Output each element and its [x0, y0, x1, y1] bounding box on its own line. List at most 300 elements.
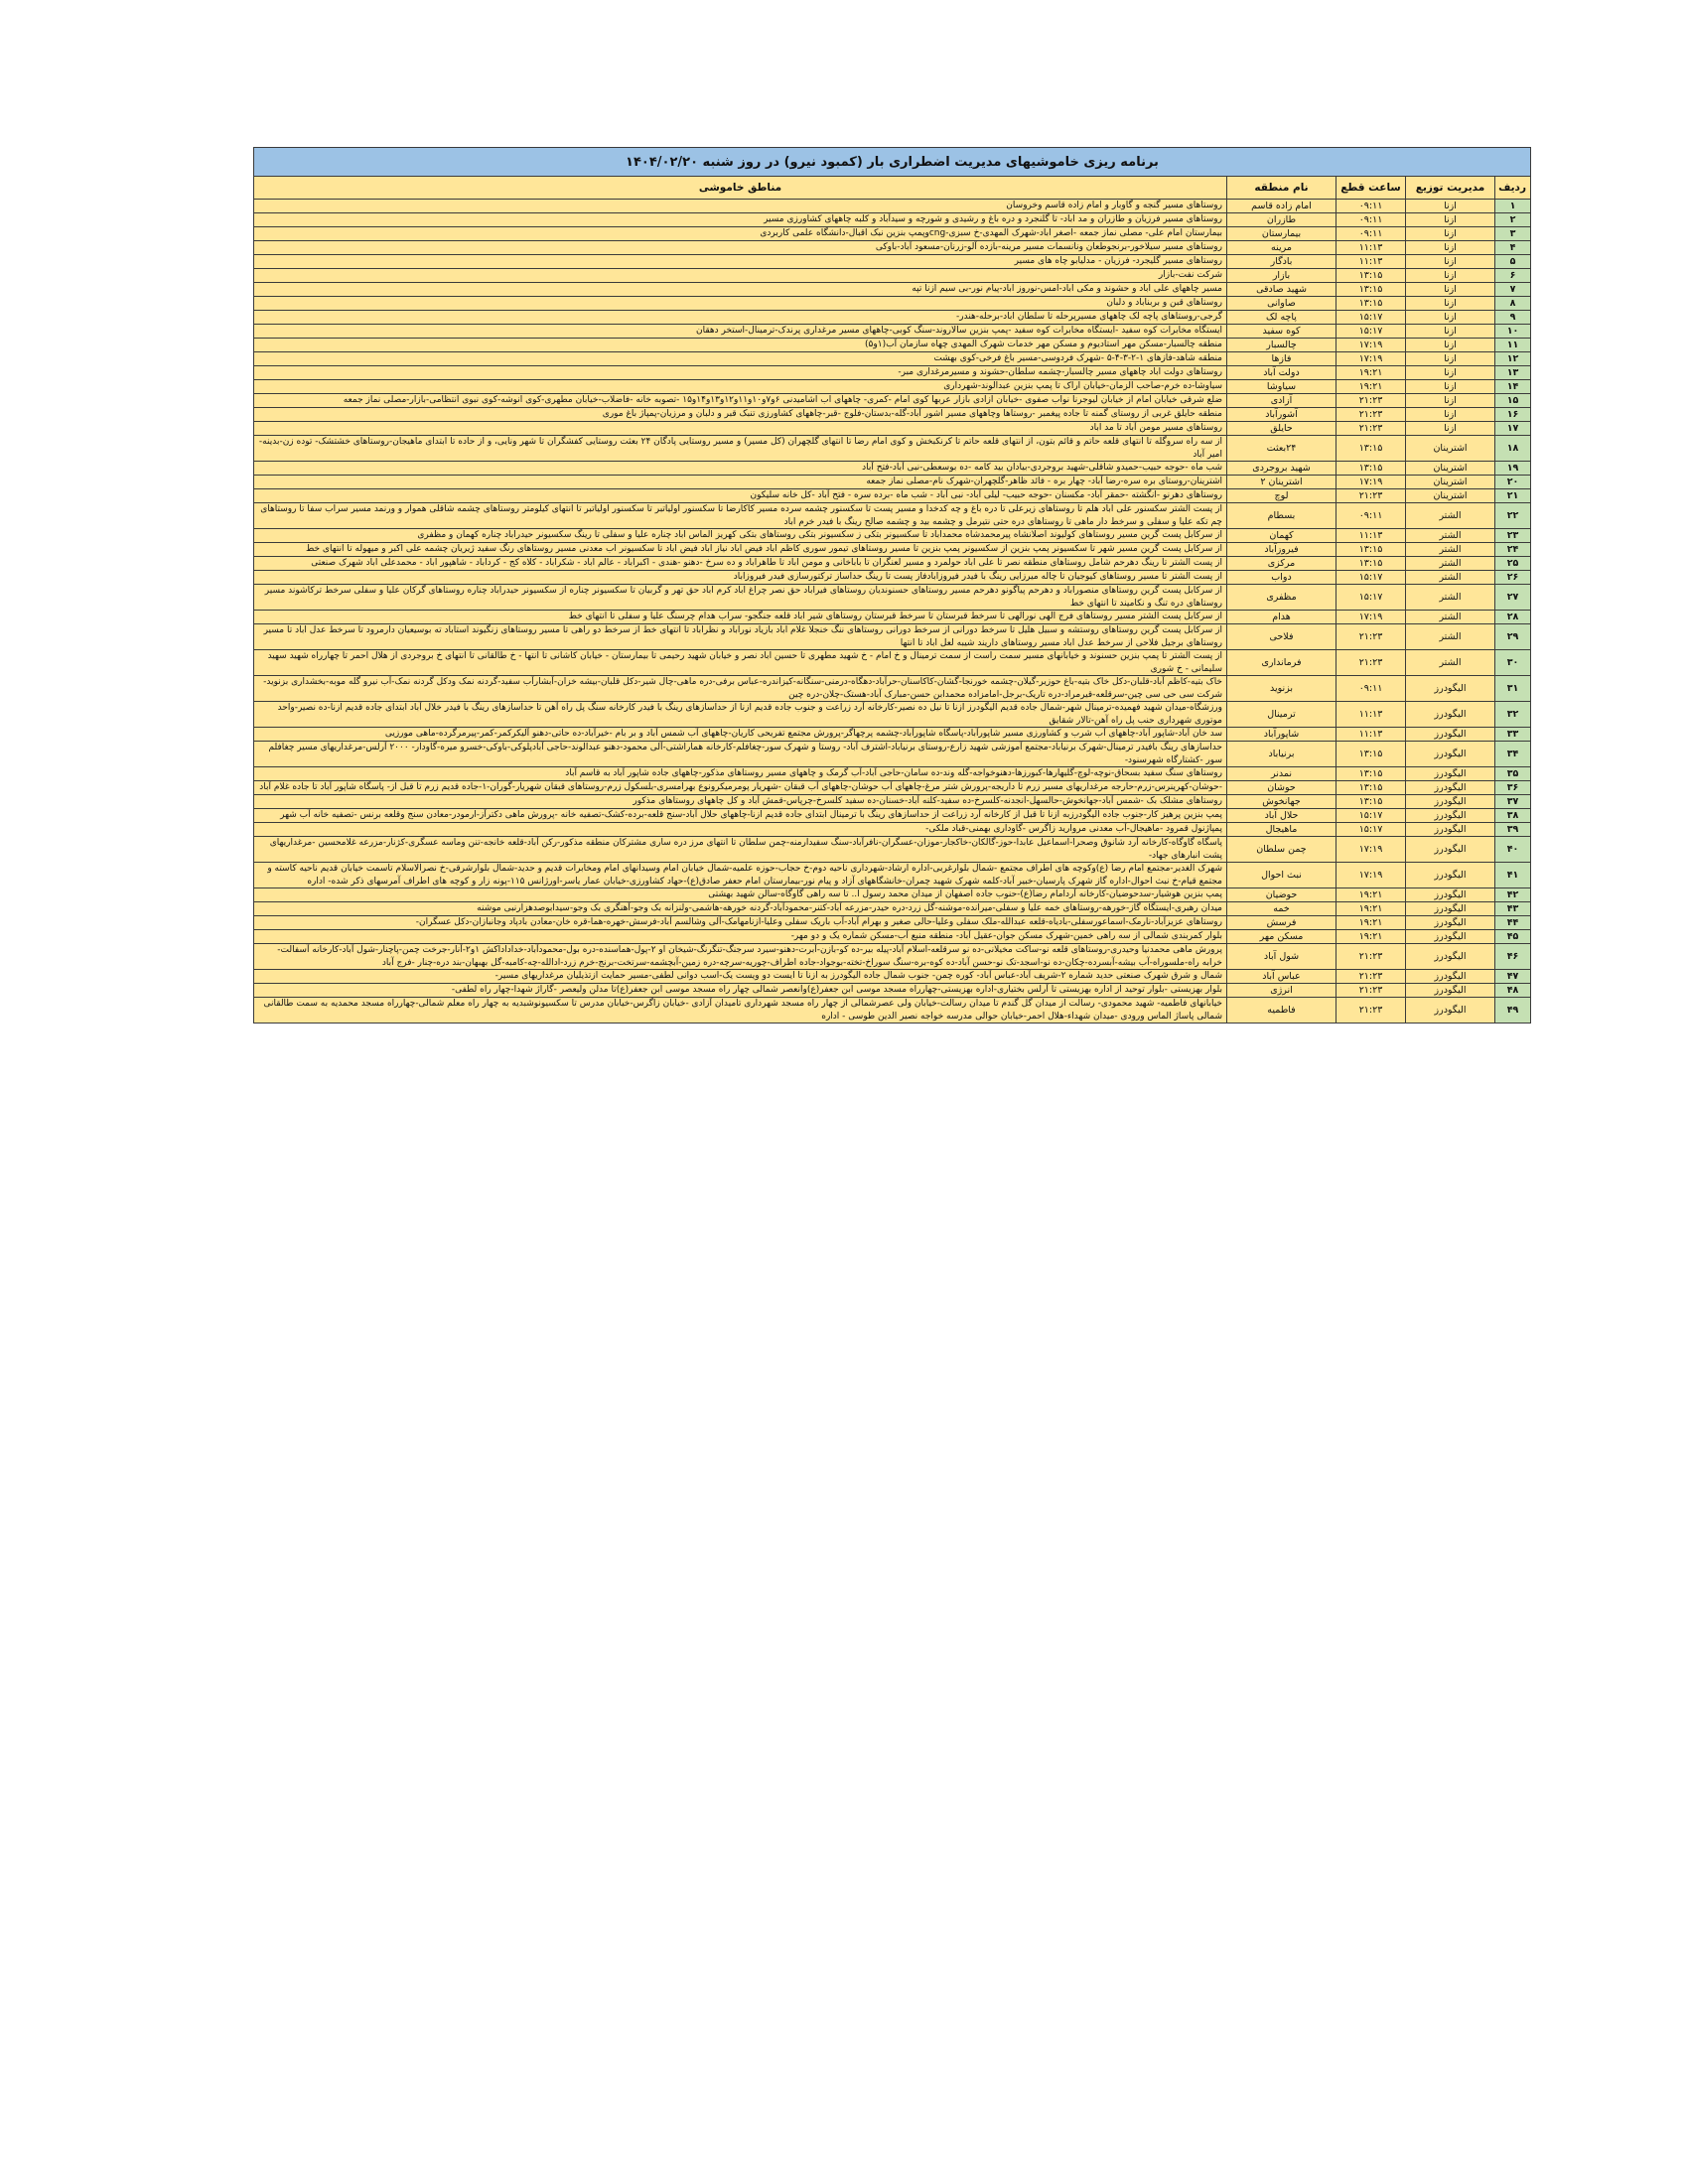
table-row [254, 728, 1531, 742]
table-row [254, 930, 1531, 944]
table-row [254, 902, 1531, 916]
area-name: شاپورآباد [1227, 728, 1336, 742]
distribution-company: الیگودرز [1406, 795, 1495, 809]
distribution-company: ازنا [1406, 366, 1495, 380]
outage-areas: پرورش ماهی محمدنیا وحیدری-روستاهای قلعه نو-ساکت مخیلانی-ده نو سرقلعه-اسلام آباد-پیله بیر-ده کو-بازن-آبرت-دهنو-سیرد سرجنگ-تنگرنگ-شیخان او ۲-پول-هماسنده-دره بول-محمودآباد-خداداداکش ۱و۲-آنار-جرخت چمن-پاچنار-شول آباد-کارخانه آسفالت-خرابه راه-ملسوراه-آب بیشه-آبسرده-چکان-ده نو-اسجد-تک نو-حسن آباد-ده کوه-بره-سنگ سوراخ-تخته-بوجواد-جاده اطراف-چوریه-سرچه-دره زمین-آبچشمه-سرتخت-برنج-خرم زرد-ادالله-چه-کامبه-گل بهبهان-بند دره-چنار -فرج آباد [254, 944, 1227, 970]
area-name: فاطمیه [1227, 998, 1336, 1024]
row-number: ۳۷ [1495, 795, 1531, 809]
row-number: ۳۱ [1495, 676, 1531, 702]
area-name: لوچ [1227, 489, 1336, 503]
row-number: ۳۵ [1495, 767, 1531, 781]
area-name: بسطام [1227, 503, 1336, 529]
area-name: فلاحی [1227, 624, 1336, 650]
table-row [254, 269, 1531, 283]
table-row [254, 462, 1531, 476]
row-number: ۳۸ [1495, 809, 1531, 823]
area-name: ۲۴بعثت [1227, 436, 1336, 462]
distribution-company: الشتر [1406, 611, 1495, 624]
area-name: بیمارستان [1227, 227, 1336, 241]
cut-time: ۲۱:۲۳ [1336, 489, 1406, 503]
table-row [254, 970, 1531, 984]
row-number: ۱۲ [1495, 352, 1531, 366]
distribution-company: الشتر [1406, 503, 1495, 529]
row-number: ۱۶ [1495, 408, 1531, 422]
distribution-company: الیگودرز [1406, 888, 1495, 902]
area-name: مرینه [1227, 241, 1336, 255]
area-name: عباس آباد [1227, 970, 1336, 984]
outage-areas: پمپ بنزین پرهیز کار-جنوب جاده الیگودرزبه ازنا تا قبل از کارخانه آرد زراعت از حداسازهای رینگ با ترمینال ابتدای جاده قدیم ازنا-چاههای حلال آباد-سنج قلعه-برده-کشک-تصفیه خانه -پرورش ماهی دکترآز-ارمودر-معادن سنج وقلعه برنس -تصفیه خانه آب شهر [254, 809, 1227, 823]
outage-areas: سد خان آباد-شاپور آباد-چاههای آب شرب و کشاورزی مسیر شاپورآباد-پاسگاه شاپورآباد-چشمه پرچهاگر-پرورش مجتمع تفریحی کاریان-چاههای آب شمس آباد و بر بام -خیرآباد-ده حاتی-دهنو آلیکرکمر-کمر-پیرمرگرده-ماهی مورزیی [254, 728, 1227, 742]
cut-time: ۲۱:۲۳ [1336, 970, 1406, 984]
cut-time: ۱۱:۱۳ [1336, 529, 1406, 543]
outage-areas: ضلع شرقی خیابان امام از خیابان لیوجرنا نواب صفوی -خیابان ازادی بازار عربها کوی امام -کمری- چاههای اب اشامیدنی ۶و۷و۱۰و۱۱و۱۲و۱۳و۱۴و۱۵ -تصوبه خانه -فاضلاب-خیابان مطهری-کوی انوشه-کوی نبوی انتظامی-بازار-مصلی نماز جمعه [254, 394, 1227, 408]
table-row [254, 422, 1531, 436]
row-number: ۵ [1495, 255, 1531, 269]
table-row [254, 781, 1531, 795]
header-row-number: ردیف [1495, 177, 1531, 200]
row-number: ۲۹ [1495, 624, 1531, 650]
table-row [254, 529, 1531, 543]
distribution-company: الیگودرز [1406, 728, 1495, 742]
area-name: نمدنر [1227, 767, 1336, 781]
outage-areas: روستاهای مسیر گلیجرد- فرزیان - مدلیابو چاه های مسیر [254, 255, 1227, 269]
distribution-company: الیگودرز [1406, 998, 1495, 1024]
area-name: صاوانی [1227, 297, 1336, 311]
table-row [254, 767, 1531, 781]
outage-areas: روستاهای مسیر مومن آباد تا مد اباد [254, 422, 1227, 436]
cut-time: ۱۱:۱۳ [1336, 702, 1406, 728]
row-number: ۲۶ [1495, 571, 1531, 585]
table-row [254, 241, 1531, 255]
outage-areas: از سرکابل پست گرین روستاهای روستشه و سبیل هلیل تا سرخط دورانی از سرخط دورانی روستاهای ننگ خنجلا غلام اباد بازیاد نوراباد و نظراباد تا انتهای خط از سرخط دو راهی تا مسیر روستاهای زنگیوند استاباد ته بوسیعیان دارمرود تا سرخط عدل اباد تا مسیر روستاهای برجیل فلاحی از سرخط عدل اباد مسیر روستاهای داریند شیبه لعل اباد تا انتها [254, 624, 1227, 650]
table-row [254, 297, 1531, 311]
cut-time: ۰۹:۱۱ [1336, 213, 1406, 227]
table-row [254, 408, 1531, 422]
outage-areas: بیمارستان امام علی- مصلی نماز جمعه -اصغر اباد-شهرک المهدی-خ سبزی-cngوپمپ بنزین نبک اقبال-دانشگاه علمی کاربردی [254, 227, 1227, 241]
outage-areas: ایستگاه مخابرات کوه سفید -ایستگاه مخابرات کوه سفید -پمپ بنزین سالاروند-سنگ کوبی-چاههای مسیر مرغداری پرندک-ترمینال-استخر دهقان [254, 325, 1227, 339]
outage-areas: روستاهای مسیر سیلاخور-برنجوطعان ونانسمات مسیر مرینه-بازده آلو-زرنان-مسعود آباد-باوکی [254, 241, 1227, 255]
cut-time: ۱۹:۲۱ [1336, 380, 1406, 394]
distribution-company: الیگودرز [1406, 916, 1495, 930]
cut-time: ۱۱:۱۳ [1336, 728, 1406, 742]
cut-time: ۰۹:۱۱ [1336, 200, 1406, 213]
table-row [254, 809, 1531, 823]
outage-areas: روستاهای سنگ سفید بسحاق-نوچه-لوچ-گلیهارها-کبورزها-دهنوخواجه-گله وند-ده سامان-حاجی آباد-آب گرمک و چاههای مسیر روستاهای مذکور-چاههای جاده شاپور آباد به قاسم آباد [254, 767, 1227, 781]
row-number: ۷ [1495, 283, 1531, 297]
cut-time: ۱۵:۱۷ [1336, 325, 1406, 339]
cut-time: ۲۱:۲۳ [1336, 650, 1406, 676]
outage-areas: از پست الشتر تا رینگ دهرحم شامل روستاهای منطقه نصر تا علی اباد حولمرد و مسیر لعنگران تا باباخانی و مومن اباد تا طاهراباد و ده سرخ -دهنو -هندی - اکبراباد - عالم اباد - شکراباد - کلاه کج - کرداباد - شاهپور اباد - محمدعلی اباد شهرک صنعتی [254, 557, 1227, 571]
cut-time: ۲۱:۲۳ [1336, 624, 1406, 650]
table-row [254, 489, 1531, 503]
row-number: ۸ [1495, 297, 1531, 311]
distribution-company: الیگودرز [1406, 767, 1495, 781]
area-name: بازار [1227, 269, 1336, 283]
distribution-company: ازنا [1406, 227, 1495, 241]
outage-areas: اشترینان-روستای بره سره-رضا آباد- چهار بره - فائد ظاهر-گلچهران-شهرک نام-مصلی نماز جمعه [254, 476, 1227, 489]
distribution-company: الشتر [1406, 571, 1495, 585]
distribution-company: الشتر [1406, 624, 1495, 650]
table-row [254, 380, 1531, 394]
distribution-company: الیگودرز [1406, 742, 1495, 767]
row-number: ۱۹ [1495, 462, 1531, 476]
row-number: ۴۴ [1495, 916, 1531, 930]
outage-areas: شهرک الغدیر-مجتمع امام رضا (ع)وکوچه های اطراف مجتمع -شمال بلوارغربی-اداره ارشاد-شهرداری ناحیه دوم-خ حجاب-حوزه علمیه-شمال خیابان امام وسیدانهای امام ومخابرات قدیم و حدید-شمال بلوارشرقی-خ نصرالاسلام تاسمت خیابان قدیم ناحیه کاسته و مجتمع قیام-خ نبث احوال-اداره گاز شهرک پارسیان-خبیر آباد-کلمه شهرک شهید چمران-خانشگاههای آزاد و پیام نور-بیمارستان امام حعفر صادق(ع)-حهاد کشاورزی-خیابان عمار یاسر-اورژانس ۱۱۵-پونه زار و کوچه های اطراف آمرسهای ذکر شده- اداره [254, 863, 1227, 888]
header-outage-areas: مناطق خاموشی [254, 177, 1227, 200]
row-number: ۴۷ [1495, 970, 1531, 984]
row-number: ۴۵ [1495, 930, 1531, 944]
outage-areas: پمپ بنزین هوشیار-سدحوضیان-کارخانه آردامام رضا(ع)-حنوب جاده اصفهان از میدان محمد رسول ا.. تا سه راهی گاوگاه-سالن شهید بهشتی [254, 888, 1227, 902]
distribution-company: الشتر [1406, 529, 1495, 543]
table-row [254, 255, 1531, 269]
table-title: برنامه ریزی خاموشیهای مدیریت اضطراری بار (کمبود نیرو) در روز شنبه ۱۴۰۴/۰۲/۲۰ [254, 148, 1531, 177]
outage-areas: گرجی-روستاهای پاچه لک چاههای مسیرپرحله تا سلطان اباد-برحله-هندر- [254, 311, 1227, 325]
cut-time: ۱۹:۲۱ [1336, 902, 1406, 916]
cut-time: ۱۹:۲۱ [1336, 888, 1406, 902]
distribution-company: اشترینان [1406, 436, 1495, 462]
area-name: حوشان [1227, 781, 1336, 795]
table-row [254, 325, 1531, 339]
distribution-company: اشترینان [1406, 489, 1495, 503]
area-name: انرژی [1227, 984, 1336, 998]
cut-time: ۱۷:۱۹ [1336, 837, 1406, 863]
outage-areas: -حوشان-کهرینرس-زرم-حارجه مرغداریهای مسیر زرم تا داریجه-پرورش شتر مرغ-چاههای آب حوشان-چاههای آب قبقان -شهریار پومرمیکرونوع بهرامسری-بلسکول زرم-روستاهای قبقان شهریار-گوران-۱-جاده قدیم زرم تا قبل از- پاسگاه شاپور آباد تا جاده غلام آباد [254, 781, 1227, 795]
outage-areas: ورزشگاه-میدان شهید فهمیده-ترمینال شهر-شمال جاده قدیم الیگودرز ازنا تا نیل ده نصیر-کارخانه آرد زراعت و جنوب جاده قدیم ازنا از حداسازهای رینگ با فیدر کارخانه سنگ پل راه آهن تا حداسازهای رینگ با فیدر خلال آباد ابتدای جاده قدیم ازنا-ده نصیر-واحد موتوری شهرداری حنب پل راه آهن-تالار شقایق [254, 702, 1227, 728]
outage-areas: از سرکابل پست گرین روستاهای منصوراباد و دهرحم پیاگونو دهرحم مسیر روستاهای حسنوندیان روستاهای فیراباد حق نصر چراغ اباد کرم اباد حق تهر و گربیان تا سکسیونر چناره از سکسیونر حیدراباد چناره روستاهای گرکان علیا و سفلی سرخط ترکاشوند مسیر روستاهای دره تنگ و نکامیند تا انتهای خط [254, 585, 1227, 611]
row-number: ۱ [1495, 200, 1531, 213]
cut-time: ۱۱:۱۳ [1336, 255, 1406, 269]
outage-areas: از سرکابل پست الشتر مسیر روستاهای فرج الهی نورالهی تا سرخط قبرستان تا سرخط قبرستان روستاهای شیر اباد قلعه جنگجو- سراب هدام چرسنگ علیا و سفلی تا انتهای خط [254, 611, 1227, 624]
cut-time: ۱۳:۱۵ [1336, 462, 1406, 476]
table-row [254, 624, 1531, 650]
area-name: مسکن مهر [1227, 930, 1336, 944]
distribution-company: ازنا [1406, 325, 1495, 339]
table-row [254, 213, 1531, 227]
area-name: شهید بروجردی [1227, 462, 1336, 476]
area-name: مرکزی [1227, 557, 1336, 571]
distribution-company: الیگودرز [1406, 809, 1495, 823]
area-name: امام زاده قاسم [1227, 200, 1336, 213]
cut-time: ۱۷:۱۹ [1336, 352, 1406, 366]
distribution-company: الشتر [1406, 650, 1495, 676]
distribution-company: ازنا [1406, 422, 1495, 436]
cut-time: ۱۳:۱۵ [1336, 742, 1406, 767]
outage-areas: روستاهای دهرنو -انگشته -حمقر آباد- مکسنان -حوجه حبیب- لیلی آباد- نبی آباد - شب ماه -برده سره - فتح آباد -کل خانه سلیکون [254, 489, 1227, 503]
outage-areas: روستاهای مسیر گنجه و گاوبار و امام زاده قاسم وخروسان [254, 200, 1227, 213]
outage-areas: از پست الشتر تا پمپ بنزین حسنوند و خیابانهای مسیر سمت راست از سمت ترمینال و خ امام - خ شهید مطهری تا حسین اباد نصر و خیابان شهید رحیمی تا بیمارستان - خیابان کاشانی تا انتها - خ طالقانی تا انتهای خ بروجردی از هلال احمر تا چهارراه شهید سهید سلیمانی - خ شوری [254, 650, 1227, 676]
outage-areas: شرکت نفت-بازار [254, 269, 1227, 283]
table-row [254, 436, 1531, 462]
table-row [254, 311, 1531, 325]
table-row [254, 944, 1531, 970]
title-row [254, 148, 1531, 177]
cut-time: ۲۱:۲۳ [1336, 944, 1406, 970]
cut-time: ۱۳:۱۵ [1336, 795, 1406, 809]
row-number: ۴ [1495, 241, 1531, 255]
distribution-company: الشتر [1406, 557, 1495, 571]
distribution-company: الیگودرز [1406, 781, 1495, 795]
area-name: هدام [1227, 611, 1336, 624]
row-number: ۴۹ [1495, 998, 1531, 1024]
row-number: ۳۲ [1495, 702, 1531, 728]
distribution-company: الیگودرز [1406, 823, 1495, 837]
cut-time: ۱۹:۲۱ [1336, 916, 1406, 930]
area-name: شول آباد [1227, 944, 1336, 970]
row-number: ۱۳ [1495, 366, 1531, 380]
table-body [254, 200, 1531, 1024]
cut-time: ۱۵:۱۷ [1336, 823, 1406, 837]
area-name: سیاوشا [1227, 380, 1336, 394]
header-cut-time: ساعت قطع [1336, 177, 1406, 200]
row-number: ۴۱ [1495, 863, 1531, 888]
outage-areas: حداسازهای رینگ بافیدر ترمینال-شهرک برنیاباد-مجتمع آموزشی شهید زارع-روستای برنیاباد-اشترف آباد- روستا و شهرک سور-چغافلم-کارخانه هماراشتی-آلی محمود-دهنو عبدالوند-حاجی آبادپلوکی-باوکی-خسرو میره-گاودار- ۲۰۰۰ آرلس-مرغداریهای مسیر چغافلم سور -کشتارگاه شهرسنود- [254, 742, 1227, 767]
table-row [254, 742, 1531, 767]
cut-time: ۱۳:۱۵ [1336, 767, 1406, 781]
cut-time: ۱۷:۱۹ [1336, 339, 1406, 352]
row-number: ۴۶ [1495, 944, 1531, 970]
row-number: ۲۷ [1495, 585, 1531, 611]
distribution-company: الیگودرز [1406, 676, 1495, 702]
row-number: ۳۹ [1495, 823, 1531, 837]
outage-areas: از پست الشتر سکسنور علی اباد هلم تا روستاهای زیرعلی تا دره باغ و چه کدخدا و مسیر پست تا سکسنور چشمه سرده مسیر کاکارضا تا سکسنور اولیاتبر تا سکسنور اولیاتبر تا انتهای کیلومتر روستاهای چشمه شاقلی هموار و ورنمد مسیر سراب سفا تا روستاهای چم تکه علیا و سفلی و سرخط دار ماهی تا روستاهای دره حتی نتیرمل و چشمه بید و چشمه صالح رینگ با فیدر خرم اباد [254, 503, 1227, 529]
outage-areas: پمپاژنول قمرود -ماهیجال-آب معدنی مروارید زاگرس -گاوداری بهمنی-قباد ملکی- [254, 823, 1227, 837]
area-name: بادگار [1227, 255, 1336, 269]
header-row [254, 177, 1531, 200]
area-name: آشورآباد [1227, 408, 1336, 422]
cut-time: ۱۹:۲۱ [1336, 930, 1406, 944]
table-row [254, 984, 1531, 998]
table-row [254, 888, 1531, 902]
table-row [254, 916, 1531, 930]
outage-areas: از سه راه سروگله تا انتهای قلعه حاتم و قائم بتون، از انتهای قلعه حاتم تا کرنکبخش و کوی امام رضا تا انتهای گلچهران (کل مسیر) و مسیر روستایی پادگان ۲۴ بعثت روستایی کفشگران تا شهر ونایی، و از حاده تا ابتدای ماهیجان-روستاهای خشتشک- توده زن-بدینه- امیر آباد [254, 436, 1227, 462]
table-row [254, 339, 1531, 352]
cut-time: ۰۹:۱۱ [1336, 227, 1406, 241]
outage-areas: مسیر چاههای علی اباد و حشوند و مکی اباد-امس-نوروز اباد-پیام نور-بی سیم ازنا تپه [254, 283, 1227, 297]
table-row [254, 585, 1531, 611]
area-name: کوه سفید [1227, 325, 1336, 339]
distribution-company: ازنا [1406, 311, 1495, 325]
table-row [254, 476, 1531, 489]
cut-time: ۲۱:۲۳ [1336, 408, 1406, 422]
table-row [254, 394, 1531, 408]
table-row [254, 702, 1531, 728]
header-distribution-company: مدیریت توزیع [1406, 177, 1495, 200]
distribution-company: ازنا [1406, 339, 1495, 352]
row-number: ۳۶ [1495, 781, 1531, 795]
outage-areas: سیاوشا-ده خرم-صاحب الزمان-خیابان اراک تا پمپ بنزین عبدالوند-شهرداری [254, 380, 1227, 394]
outage-areas: روستاهای دولت اباد چاههای مسیر چالسبار-چشمه سلطان-حشوند و مسیرمرغداری مبر- [254, 366, 1227, 380]
row-number: ۳۳ [1495, 728, 1531, 742]
cut-time: ۱۵:۱۷ [1336, 585, 1406, 611]
table-row [254, 611, 1531, 624]
distribution-company: الیگودرز [1406, 930, 1495, 944]
row-number: ۳۴ [1495, 742, 1531, 767]
row-number: ۱۰ [1495, 325, 1531, 339]
cut-time: ۱۳:۱۵ [1336, 269, 1406, 283]
cut-time: ۲۱:۲۳ [1336, 984, 1406, 998]
cut-time: ۰۹:۱۱ [1336, 676, 1406, 702]
row-number: ۴۰ [1495, 837, 1531, 863]
distribution-company: ازنا [1406, 213, 1495, 227]
outage-areas: شمال و شرق شهرک صنعتی حدید شماره ۲-شریف آباد-عباس آباد- کوره چمن- جنوب شمال جاده الیگودرز به ازنا تا ایست دو ویست یک-اسب دوانی لطفی-مسیر حمایت ازتذیلیان مرغداریهای مسیر- [254, 970, 1227, 984]
outage-areas: منطقه حایلق غربی از روستای گمنه تا جاده پیغمبر -روستاها وچاههای مسیر اشور آباد-گله-بدستان-فلوج -قبر-چاههای کشاورزی تنبک قبر و دلبان و مرزیان-پمپاژ باغ موری [254, 408, 1227, 422]
cut-time: ۱۱:۱۳ [1336, 241, 1406, 255]
cut-time: ۱۳:۱۵ [1336, 557, 1406, 571]
outage-areas: بلوار کمربندی شمالی از سه راهی خمین-شهرک مسکن جوان-عقیل آباد- منطقه منبع آب-مسکن شماره یک و دو مهر- [254, 930, 1227, 944]
outage-areas: روستاهای مسیر فرزیان و طازران و مد اباد- تا گلنجرد و دره باغ و رشیدی و شورچه و سیدآباد و کلبه چاههای کشاورزی مسیر [254, 213, 1227, 227]
distribution-company: الیگودرز [1406, 970, 1495, 984]
distribution-company: ازنا [1406, 269, 1495, 283]
row-number: ۱۷ [1495, 422, 1531, 436]
row-number: ۶ [1495, 269, 1531, 283]
outage-areas: روستاهای قبن و بربناباد و دلبان [254, 297, 1227, 311]
distribution-company: اشترینان [1406, 462, 1495, 476]
cut-time: ۱۷:۱۹ [1336, 611, 1406, 624]
outage-areas: از پست الشتر تا مسیر روستاهای کیوجیان تا چاله میرزایی رینگ با فیدر فیروزابادفاز پست تا رینگ حداساز ترکتورسازی فیدر فیروزاباد [254, 571, 1227, 585]
cut-time: ۱۳:۱۵ [1336, 781, 1406, 795]
row-number: ۲۱ [1495, 489, 1531, 503]
row-number: ۱۵ [1495, 394, 1531, 408]
header-area-name: نام منطقه [1227, 177, 1336, 200]
area-name: برنیاباد [1227, 742, 1336, 767]
table-row [254, 227, 1531, 241]
cut-time: ۱۳:۱۵ [1336, 297, 1406, 311]
area-name: خمه [1227, 902, 1336, 916]
outage-areas: از سرکابل پست گرین مسیر روستاهای کولیوند اصلانشاه پیرمحمدشاه محمداباد تا سکسیونر بتکی ز سکسیونر بتکی روستاهای بتکی کهریز الماس اباد چناره علیا و سفلی تا رینگ سکسیونر حیدراباد چناره کهمان و مظفری [254, 529, 1227, 543]
cut-time: ۰۹:۱۱ [1336, 503, 1406, 529]
cut-time: ۲۱:۲۳ [1336, 422, 1406, 436]
row-number: ۲۵ [1495, 557, 1531, 571]
area-name: پاچه لک [1227, 311, 1336, 325]
table-row [254, 998, 1531, 1024]
cut-time: ۱۳:۱۵ [1336, 283, 1406, 297]
outage-areas: منطقه چالسبار-مسکن مهر استادیوم و مسکن مهر خدمات شهرک المهدی چهاه سازمان آب(۱و۵) [254, 339, 1227, 352]
area-name: نبث احوال [1227, 863, 1336, 888]
cut-time: ۱۷:۱۹ [1336, 476, 1406, 489]
distribution-company: ازنا [1406, 394, 1495, 408]
distribution-company: اشترینان [1406, 476, 1495, 489]
row-number: ۲۴ [1495, 543, 1531, 557]
cut-time: ۱۳:۱۵ [1336, 436, 1406, 462]
cut-time: ۱۵:۱۷ [1336, 809, 1406, 823]
row-number: ۲۰ [1495, 476, 1531, 489]
distribution-company: الیگودرز [1406, 863, 1495, 888]
area-name: جهانخوش [1227, 795, 1336, 809]
distribution-company: الیگودرز [1406, 984, 1495, 998]
cut-time: ۲۱:۲۳ [1336, 394, 1406, 408]
distribution-company: ازنا [1406, 255, 1495, 269]
distribution-company: الیگودرز [1406, 702, 1495, 728]
area-name: چالسبار [1227, 339, 1336, 352]
distribution-company: الیگودرز [1406, 837, 1495, 863]
table-row [254, 676, 1531, 702]
cut-time: ۱۳:۱۵ [1336, 543, 1406, 557]
area-name: دولت آباد [1227, 366, 1336, 380]
outage-areas: میدان رهبری-ایستگاه گاز-خورهه-روستاهای خمه علیا و سفلی-میرانده-موشنه-گل زرد-دره حیدر-مزرعه آباد-کتنر-محمودآباد-گردنه خورهه-هاشمی-ولنزانه بک وجو-آهنگری بک وجو-سیدابوصدهزارنبی موشنه [254, 902, 1227, 916]
area-name: فیروزآباد [1227, 543, 1336, 557]
cut-time: ۱۵:۱۷ [1336, 571, 1406, 585]
area-name: حوضیان [1227, 888, 1336, 902]
row-number: ۲۸ [1495, 611, 1531, 624]
table-row [254, 795, 1531, 809]
row-number: ۴۲ [1495, 888, 1531, 902]
table-row [254, 503, 1531, 529]
row-number: ۲۳ [1495, 529, 1531, 543]
distribution-company: ازنا [1406, 200, 1495, 213]
cut-time: ۱۹:۲۱ [1336, 366, 1406, 380]
outage-areas: روستاهای عزیزآباد-نارمک-اسماعورسفلی-بادیاه-قلعه عبدالله-ملک سفلی وعلیا-حالی صغیر و بهرام آباد-آب باریک سفلی وعلیا-ازنامهامک-آلی وشالسم آباد-فرسش-خهره-هما-قره خان-معادن بادپاد وجانبازان-دکل عسگران- [254, 916, 1227, 930]
table-row [254, 837, 1531, 863]
area-name: فازها [1227, 352, 1336, 366]
area-name: بزنوید [1227, 676, 1336, 702]
area-name: کهمان [1227, 529, 1336, 543]
area-name: فرمانداری [1227, 650, 1336, 676]
table-row [254, 200, 1531, 213]
table-row [254, 283, 1531, 297]
outage-areas: منطقه شاهد-فازهای ۱-۲-۳-۴-۵ -شهرک فردوسی-مسیر باغ فرخی-کوی بهشت [254, 352, 1227, 366]
row-number: ۱۴ [1495, 380, 1531, 394]
row-number: ۱۸ [1495, 436, 1531, 462]
distribution-company: ازنا [1406, 241, 1495, 255]
area-name: چمن سلطان [1227, 837, 1336, 863]
cut-time: ۱۵:۱۷ [1336, 311, 1406, 325]
table-row [254, 863, 1531, 888]
area-name: آزادی [1227, 394, 1336, 408]
area-name: طازران [1227, 213, 1336, 227]
area-name: ترمینال [1227, 702, 1336, 728]
area-name: فرسش [1227, 916, 1336, 930]
table-row [254, 823, 1531, 837]
row-number: ۳۰ [1495, 650, 1531, 676]
row-number: ۴۸ [1495, 984, 1531, 998]
outage-schedule-sheet [253, 147, 1531, 1024]
row-number: ۴۳ [1495, 902, 1531, 916]
distribution-company: ازنا [1406, 408, 1495, 422]
distribution-company: الشتر [1406, 543, 1495, 557]
outage-areas: شب ماه -حوجه حبیب-حمیدو شاقلی-شهید بروجردی-بیادان بید کامه -ده بوسعطی-نبی آباد-فتح آباد [254, 462, 1227, 476]
row-number: ۳ [1495, 227, 1531, 241]
distribution-company: الیگودرز [1406, 944, 1495, 970]
area-name: مظفری [1227, 585, 1336, 611]
table-row [254, 543, 1531, 557]
outage-areas: روستاهای مشلک بک -شمس آباد-جهانخوش-حالسهل-انجدنه-کلسرخ-ده سفید-کلنه آباد-خسنان-ده سفید کلسرخ-چرپاس-قمش آباد و کل چاههای روستاهای مذکور [254, 795, 1227, 809]
area-name: اشترینان ۲ [1227, 476, 1336, 489]
table-row [254, 352, 1531, 366]
distribution-company: الشتر [1406, 585, 1495, 611]
area-name: حایلق [1227, 422, 1336, 436]
outage-areas: خاک بتیه-کاظم آباد-قلبان-دکل خاک بتیه-باغ حوزیر-گیلان-چشمه خورنجا-گشان-کاکاسنان-حرآباد-دهگاه-درمنی-سنگانه-کیزاندره-عباس برفی-دره ماهی-چال شیر-دکل قلبان-بیشه خزان-آبشارآب سفید-گردنه نمک ودکل گردنه نمک-آب نیرو گله موبه-بخشداری بزنوید-شرکت سی حی سی چین-سرقلعه-قیرمراد-دره تاریک-برجل-امامزاده محمدابن حسن-مبارک آباد-هستک-چلان-دره چین [254, 676, 1227, 702]
table-row [254, 650, 1531, 676]
table-row [254, 366, 1531, 380]
outage-schedule-table [253, 147, 1531, 1024]
table-row [254, 557, 1531, 571]
cut-time: ۱۷:۱۹ [1336, 863, 1406, 888]
area-name: شهید صادقی [1227, 283, 1336, 297]
outage-areas: از سرکابل پست گرین مسیر شهر تا سکسیونر پمپ بنزین از سکسیونر پمپ بنزین تا مسیر روستاهای تیمور سوری کاظم اباد فیض اباد نیاز اباد فیض اباد تا سکسیونر اب معدنی مسیر روستاهای رنگ سفید ژیریان چشمه علی اکبر و میهوله تا انتهای خط [254, 543, 1227, 557]
row-number: ۱۱ [1495, 339, 1531, 352]
row-number: ۹ [1495, 311, 1531, 325]
area-name: دواب [1227, 571, 1336, 585]
distribution-company: الیگودرز [1406, 902, 1495, 916]
outage-areas: خیابانهای فاطمیه- شهید محمودی- رسالت از میدان گل گندم تا میدان رسالت-خیابان ولی عصرشمالی از چهار راه مسجد شهرداری تامیدان آزادی -خیابان زاگرس-خیابان مدرس تا سکسیونوشبدیه به چهار راه معلم شمالی-چهارراه مسجد محمدیه به سمت طالقانی شمالی پاساژ الماس ورودی -میدان شهداء-هلال احمر-خیابان حوالی مدرسه خواجه نصیر الدین طوسی - اداره [254, 998, 1227, 1024]
outage-areas: بلوار بهزیستی -بلوار توحید از اداره بهزیستی تا آرلس بختیاری-اداره بهزیستی-چهارراه مسجد موسی ابن جعفر(ع)وانعصر شمالی چهار راه مسجد موسی ابن جعفر(ع)تا مدلن ولیعصر -گاراژ شهدا-چهار راه لطفی- [254, 984, 1227, 998]
cut-time: ۲۱:۲۳ [1336, 998, 1406, 1024]
distribution-company: ازنا [1406, 297, 1495, 311]
area-name: حلال آباد [1227, 809, 1336, 823]
distribution-company: ازنا [1406, 380, 1495, 394]
area-name: ماهیجال [1227, 823, 1336, 837]
distribution-company: ازنا [1406, 283, 1495, 297]
